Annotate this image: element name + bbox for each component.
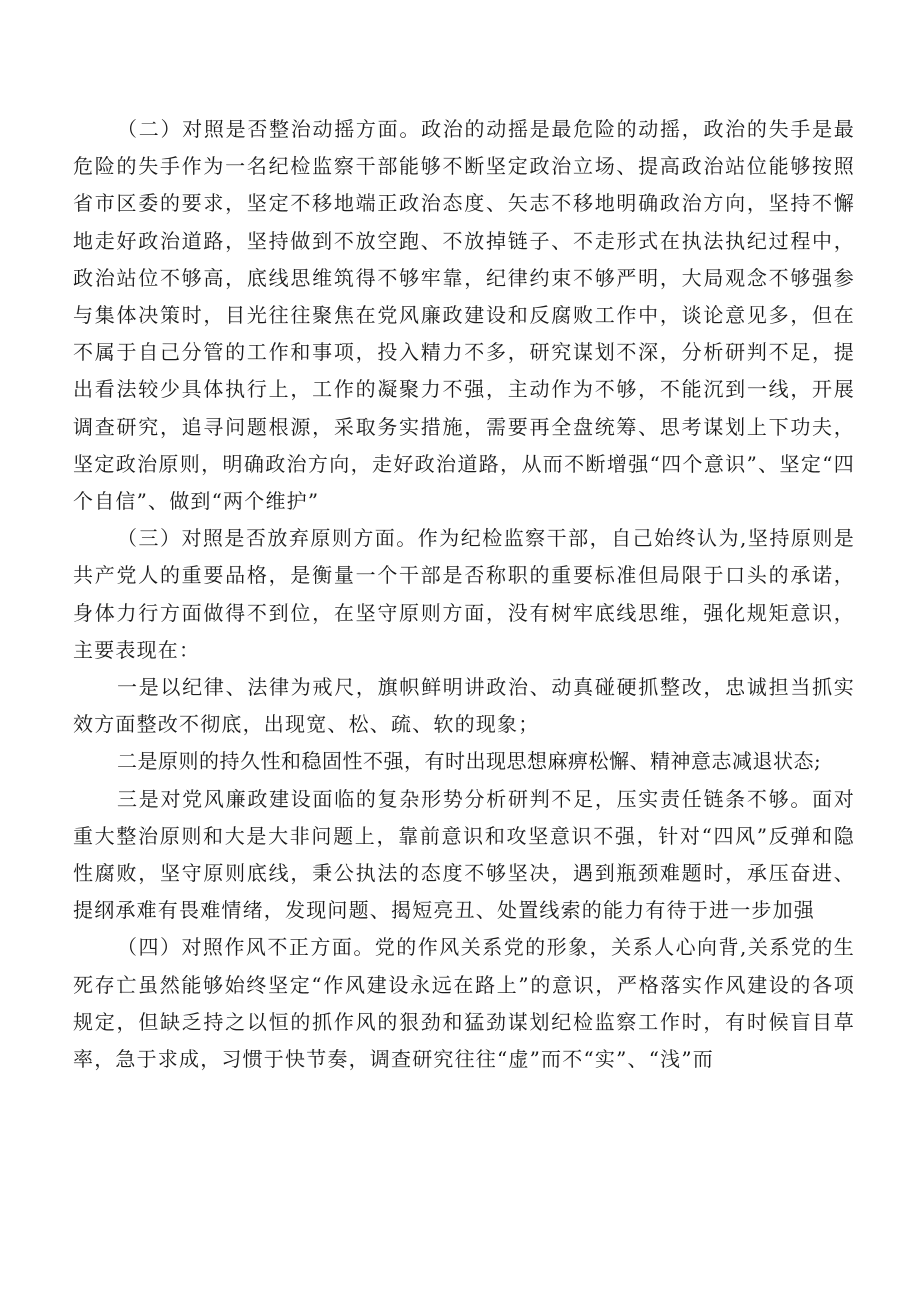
paragraph-section-three: （三）对照是否放弃原则方面。作为纪检监察干部，自己始终认为,坚持原则是共产党人的重要品格，是衡量一个干部是否称职的重要标准但局限于口头的承诺，身体力行方面做得不到位，在坚守原则方面，没有树牢底线思维，强化规矩意识，主要表现在： (73, 526, 855, 662)
paragraph-point-one: 一是以纪律、法律为戒尺，旗帜鲜明讲政治、动真碰硬抓整改，忠诚担当抓实效方面整改不彻底，出现宽、松、疏、软的现象； (73, 675, 855, 737)
paragraph-point-three: 三是对党风廉政建设面临的复杂形势分析研判不足，压实责任链条不够。面对重大整治原则和大是大非问题上，靠前意识和攻坚意识不强，针对“四风”反弹和隐性腐败，坚守原则底线，秉公执法的态度不够坚决，遇到瓶颈难题时，承压奋进、提纲承难有畏难情绪，发现问题、揭短亮丑、处置线索的能力有待于进一步加强 (73, 786, 855, 923)
paragraph-section-two: （二）对照是否整治动摇方面。政治的动摇是最危险的动摇，政治的失手是最危险的失手作为一名纪检监察干部能够不断坚定政治立场、提高政治站位能够按照省市区委的要求，坚定不移地端正政治态度、矢志不移地明确政治方向，坚持不懈地走好政治道路，坚持做到不放空跑、不放掉链子、不走形式在执法执纪过程中，政治站位不够高，底线思维筑得不够牢靠，纪律约束不够严明，大局观念不够强参与集体决策时，目光往往聚焦在党风廉政建设和反腐败工作中，谈论意见多，但在不属于自己分管的工作和事项，投入精力不多，研究谋划不深，分析研判不足，提出看法较少具体执行上，工作的凝聚力不强，主动作为不够，不能沉到一线，开展调查研究，追寻问题根源，采取务实措施，需要再全盘统筹、思考谋划上下功夫，坚定政治原则，明确政治方向，走好政治道路，从而不断增强“四个意识”、坚定“四个自信”、做到“两个维护” (73, 117, 855, 514)
paragraph-point-two: 二是原则的持久性和稳固性不强，有时出现思想麻痹松懈、精神意志减退状态; (117, 749, 822, 774)
document-body (73, 111, 855, 1078)
paragraph-section-four: （四）对照作风不正方面。党的作风关系党的形象，关系人心向背,关系党的生死存亡虽然能够始终坚定“作风建设永远在路上”的意识，严格落实作风建设的各项规定，但缺乏持之以恒的抓作风的狠劲和猛劲谋划纪检监察工作时，有时候盲目草率，急于求成，习惯于快节奏，调查研究往往“虚”而不“实”、“浅”而 (73, 935, 855, 1072)
